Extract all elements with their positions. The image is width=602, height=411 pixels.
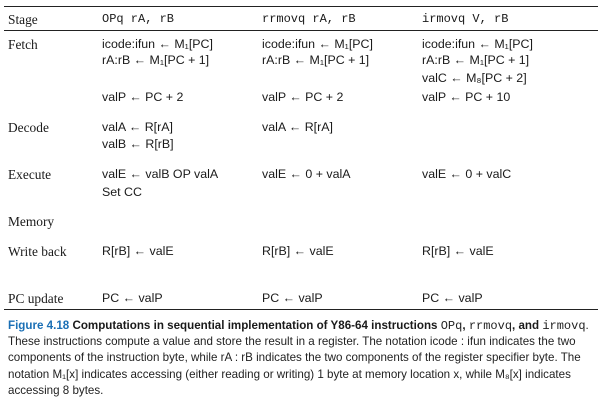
- stage-execute: Execute: [8, 167, 52, 182]
- fetch-opq-line-3: valP ← PC + 2: [102, 90, 184, 104]
- figure-caption: [8, 318, 594, 399]
- pcupdate-opq: PC ← valP: [102, 291, 163, 305]
- fetch-irmovq-line-2: rA:rB ← M₁[PC + 1]: [422, 53, 530, 67]
- figure-label: Figure 4.18: [8, 319, 70, 332]
- caption-sep-1: ,: [462, 319, 466, 332]
- table-top-rule: [4, 6, 598, 7]
- stage-pc-update: PC update: [8, 291, 64, 306]
- execute-rrmovq-line-1: valE ← 0 + valA: [262, 167, 351, 181]
- execute-opq-line-2: Set CC: [102, 185, 142, 199]
- header-stage: Stage: [8, 12, 38, 27]
- stage-decode: Decode: [8, 120, 49, 135]
- decode-opq-line-2: valB ← R[rB]: [102, 137, 174, 151]
- caption-code-irmovq: irmovq: [542, 319, 586, 333]
- stage-write-back: Write back: [8, 244, 67, 259]
- caption-code-rrmovq: rrmovq: [468, 319, 513, 333]
- execute-opq-line-1: valE ← valB OP valA: [102, 167, 219, 181]
- fetch-rrmovq-line-1: icode:ifun ← M₁[PC]: [262, 37, 373, 51]
- execute-irmovq-line-1: valE ← 0 + valC: [422, 167, 512, 181]
- pcupdate-rrmovq: PC ← valP: [262, 291, 323, 305]
- caption-code-opq: OPq: [440, 319, 463, 333]
- decode-rrmovq-line-1: valA ← R[rA]: [262, 120, 333, 134]
- fetch-irmovq-line-3: valC ← M₈[PC + 2]: [422, 71, 527, 85]
- header-opq: OPq rA, rB: [102, 12, 175, 26]
- header-irmovq: irmovq V, rB: [422, 12, 509, 26]
- caption-body: . These instructions compute a value and store the result in a register. The notation icode : ifun indicates the two components of the instruction byte, while rA : rB indicates the two components of the register specifier byte. The notation M₁[x] indicates accessing (either reading or writing) 1 byte at memory location x, while M₈[x] indicates accessing 8 bytes.: [8, 319, 589, 397]
- pcupdate-irmovq: PC ← valP: [422, 291, 483, 305]
- stage-memory: Memory: [8, 214, 55, 229]
- fetch-irmovq-line-1: icode:ifun ← M₁[PC]: [422, 37, 533, 51]
- writeback-irmovq: R[rB] ← valE: [422, 244, 494, 258]
- caption-sep-2: , and: [512, 319, 540, 332]
- caption-title: Computations in sequential implementation of Y86-64 instructions: [72, 319, 438, 332]
- header-rrmovq: rrmovq rA, rB: [262, 12, 356, 26]
- fetch-opq-line-2: rA:rB ← M₁[PC + 1]: [102, 53, 210, 67]
- table-bottom-rule: [4, 309, 598, 310]
- table-header-rule: [4, 30, 598, 31]
- fetch-irmovq-line-4: valP ← PC + 10: [422, 90, 511, 104]
- writeback-rrmovq: R[rB] ← valE: [262, 244, 334, 258]
- writeback-opq: R[rB] ← valE: [102, 244, 174, 258]
- decode-opq-line-1: valA ← R[rA]: [102, 120, 173, 134]
- fetch-rrmovq-line-2: rA:rB ← M₁[PC + 1]: [262, 53, 370, 67]
- fetch-rrmovq-line-3: valP ← PC + 2: [262, 90, 344, 104]
- fetch-opq-line-1: icode:ifun ← M₁[PC]: [102, 37, 213, 51]
- stage-fetch: Fetch: [8, 37, 38, 52]
